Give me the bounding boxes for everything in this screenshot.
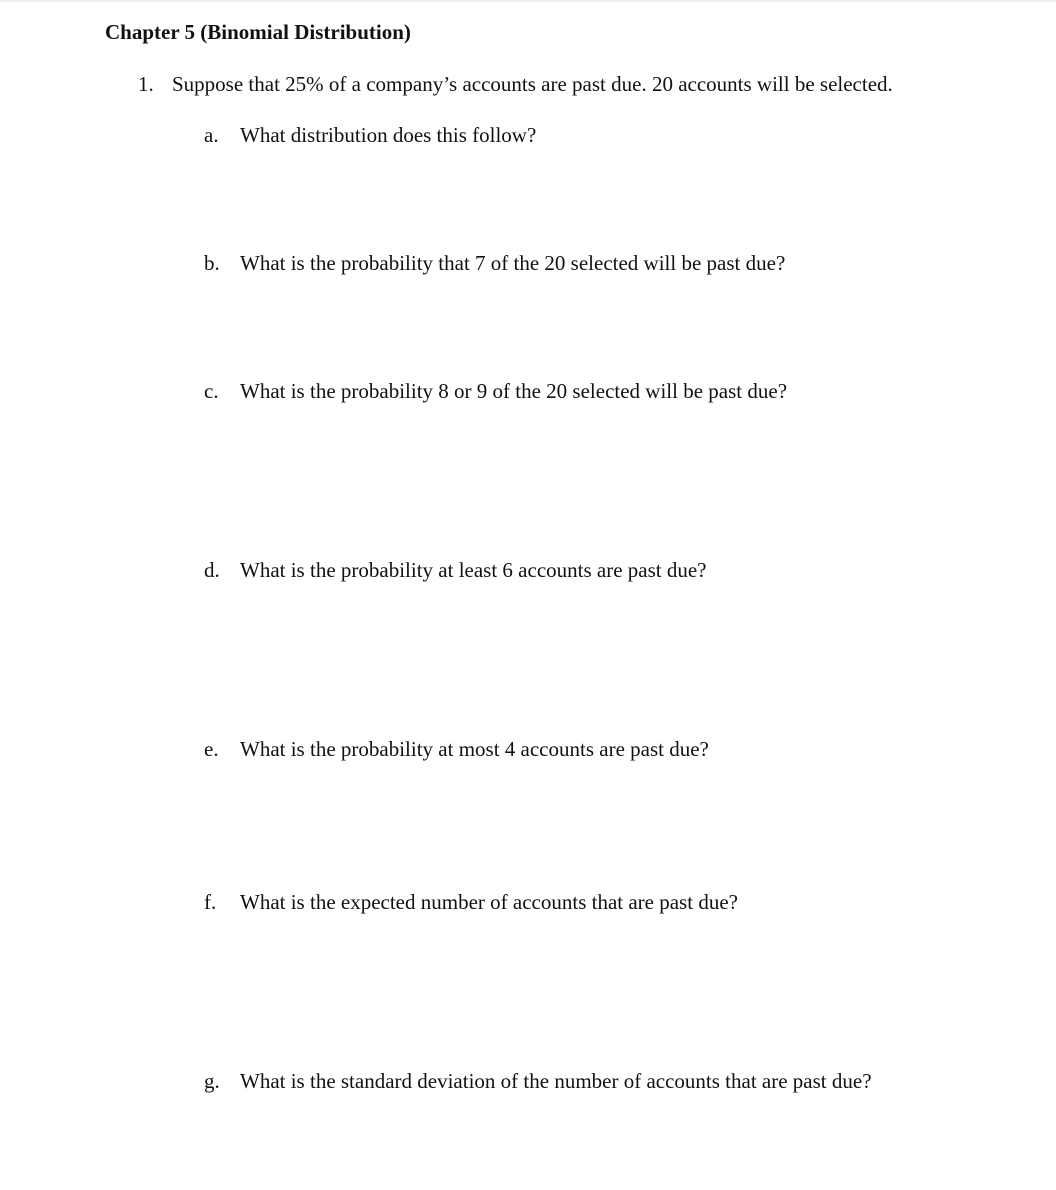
part-text: What is the standard deviation of the number of accounts that are past due? — [240, 1069, 872, 1093]
part-letter: d. — [204, 558, 220, 582]
part-letter: a. — [204, 123, 219, 147]
part-text: What is the expected number of accounts that are past due? — [240, 890, 738, 914]
question-text: Suppose that 25% of a company’s accounts are past due. 20 accounts will be selected. — [172, 72, 893, 96]
part-text: What is the probability that 7 of the 20 selected will be past due? — [240, 251, 786, 275]
part-letter: f. — [204, 890, 217, 914]
part-text: What is the probability at least 6 accounts are past due? — [240, 558, 707, 582]
part-text: What is the probability at most 4 accounts are past due? — [240, 737, 709, 761]
page-top-edge — [0, 0, 1056, 3]
part-letter: c. — [204, 379, 219, 403]
question-1 — [138, 70, 893, 98]
chapter-title: Chapter 5 (Binomial Distribution) — [105, 20, 411, 44]
part-letter: e. — [204, 737, 219, 761]
part-text: What distribution does this follow? — [240, 123, 537, 147]
question-number: 1. — [138, 72, 154, 96]
part-letter: g. — [204, 1069, 220, 1093]
part-text: What is the probability 8 or 9 of the 20 selected will be past due? — [240, 379, 788, 403]
part-letter: b. — [204, 251, 220, 275]
